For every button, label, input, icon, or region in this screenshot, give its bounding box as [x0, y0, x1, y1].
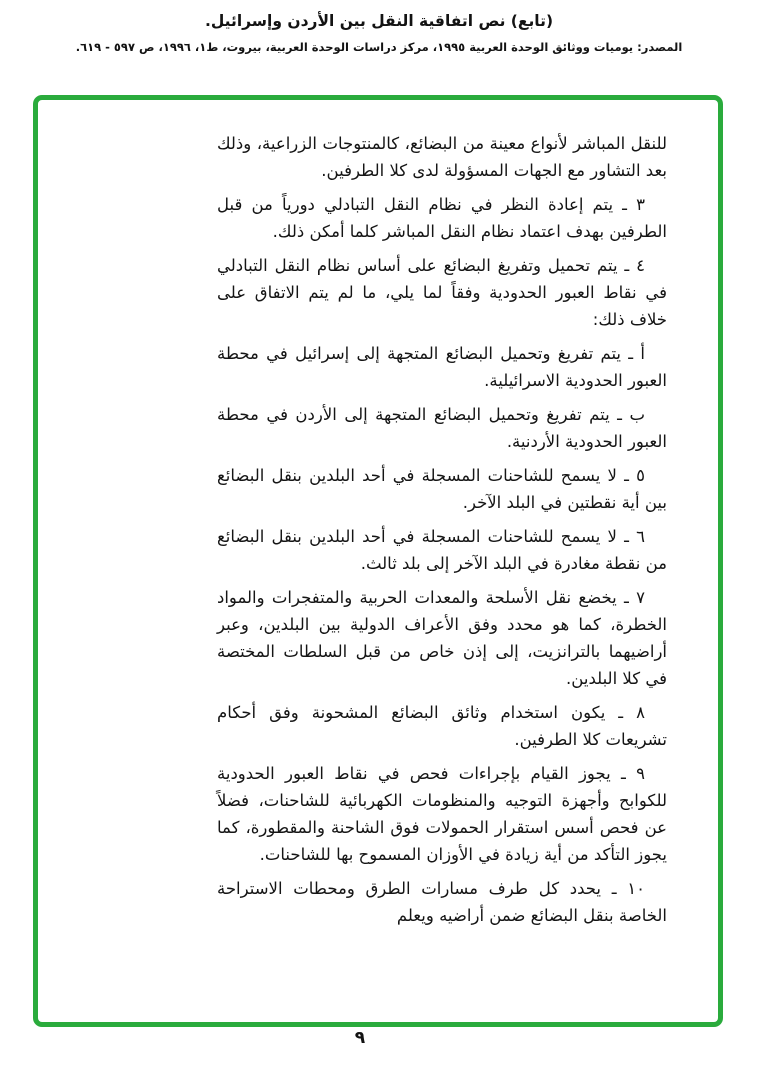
page-title: (تابع) نص اتفاقية النقل بين الأردن وإسرائيل. [204, 12, 554, 30]
paragraph-clause-8: ٨ ـ يكون استخدام وثائق البضائع المشحونة وفق أحكام تشريعات كلا الطرفين. [217, 703, 667, 749]
paragraph-continuation: للنقل المباشر لأنواع معينة من البضائع، كالمنتوجات الزراعية، وذلك بعد التشاور مع الجهات المسؤولة لدى كلا الطرفين. [217, 134, 667, 180]
document-text [217, 130, 667, 936]
paragraph-clause-4a: أ ـ يتم تفريغ وتحميل البضائع المتجهة إلى إسرائيل في محطة العبور الحدودية الاسرائيلية. [217, 344, 667, 390]
paragraph-clause-4b: ب ـ يتم تفريغ وتحميل البضائع المتجهة إلى الأردن في محطة العبور الحدودية الأردنية. [217, 405, 667, 451]
paragraph-clause-10: ١٠ ـ يحدد كل طرف مسارات الطرق ومحطات الاستراحة الخاصة بنقل البضائع ضمن أراضيه ويعلم [217, 879, 667, 925]
paragraph-clause-9: ٩ ـ يجوز القيام بإجراءات فحص في نقاط العبور الحدودية للكوابح وأجهزة التوجيه والمنظومات الكهربائية للشاحنات، فضلاً عن فحص أسس استقرار الحمولات فوق الشاحنة والمقطورة، كما يجوز التأكد من أية زيادة في الأوزان المسموح بها للشاحنات. [217, 764, 667, 864]
page-header [0, 12, 758, 54]
source-line: المصدر: يوميات ووثائق الوحدة العربية ١٩٩٥، مركز دراسات الوحدة العربية، بيروت، ط١، ١٩٩٦، ص ٥٩٧ - ٦١٩. [75, 40, 683, 54]
paragraph-clause-3: ٣ ـ يتم إعادة النظر في نظام النقل التبادلي دورياً من قبل الطرفين بهدف اعتماد نظام النقل المباشر كلما أمكن ذلك. [217, 195, 667, 241]
paragraph-clause-7: ٧ ـ يخضع نقل الأسلحة والمعدات الحربية والمتفجرات والمواد الخطرة، كما هو محدد وفق الأعراف الدولية بين البلدين، وعبر أراضيهما بالترانزيت، إلى إذن خاص من قبل السلطات المختصة في كلا البلدين. [217, 588, 667, 688]
paragraph-clause-5: ٥ ـ لا يسمح للشاحنات المسجلة في أحد البلدين بنقل البضائع بين أية نقطتين في البلد الآخر. [217, 466, 667, 512]
paragraph-clause-4: ٤ ـ يتم تحميل وتفريغ البضائع على أساس نظام النقل التبادلي في نقاط العبور الحدودية وفقاً لما يلي، ما لم يتم الاتفاق على خلاف ذلك: [217, 256, 667, 329]
page-number: ٩ [354, 1028, 366, 1048]
paragraph-clause-6: ٦ ـ لا يسمح للشاحنات المسجلة في أحد البلدين بنقل البضائع من نقطة مغادرة في البلد الآخر إلى بلد ثالث. [217, 527, 667, 573]
